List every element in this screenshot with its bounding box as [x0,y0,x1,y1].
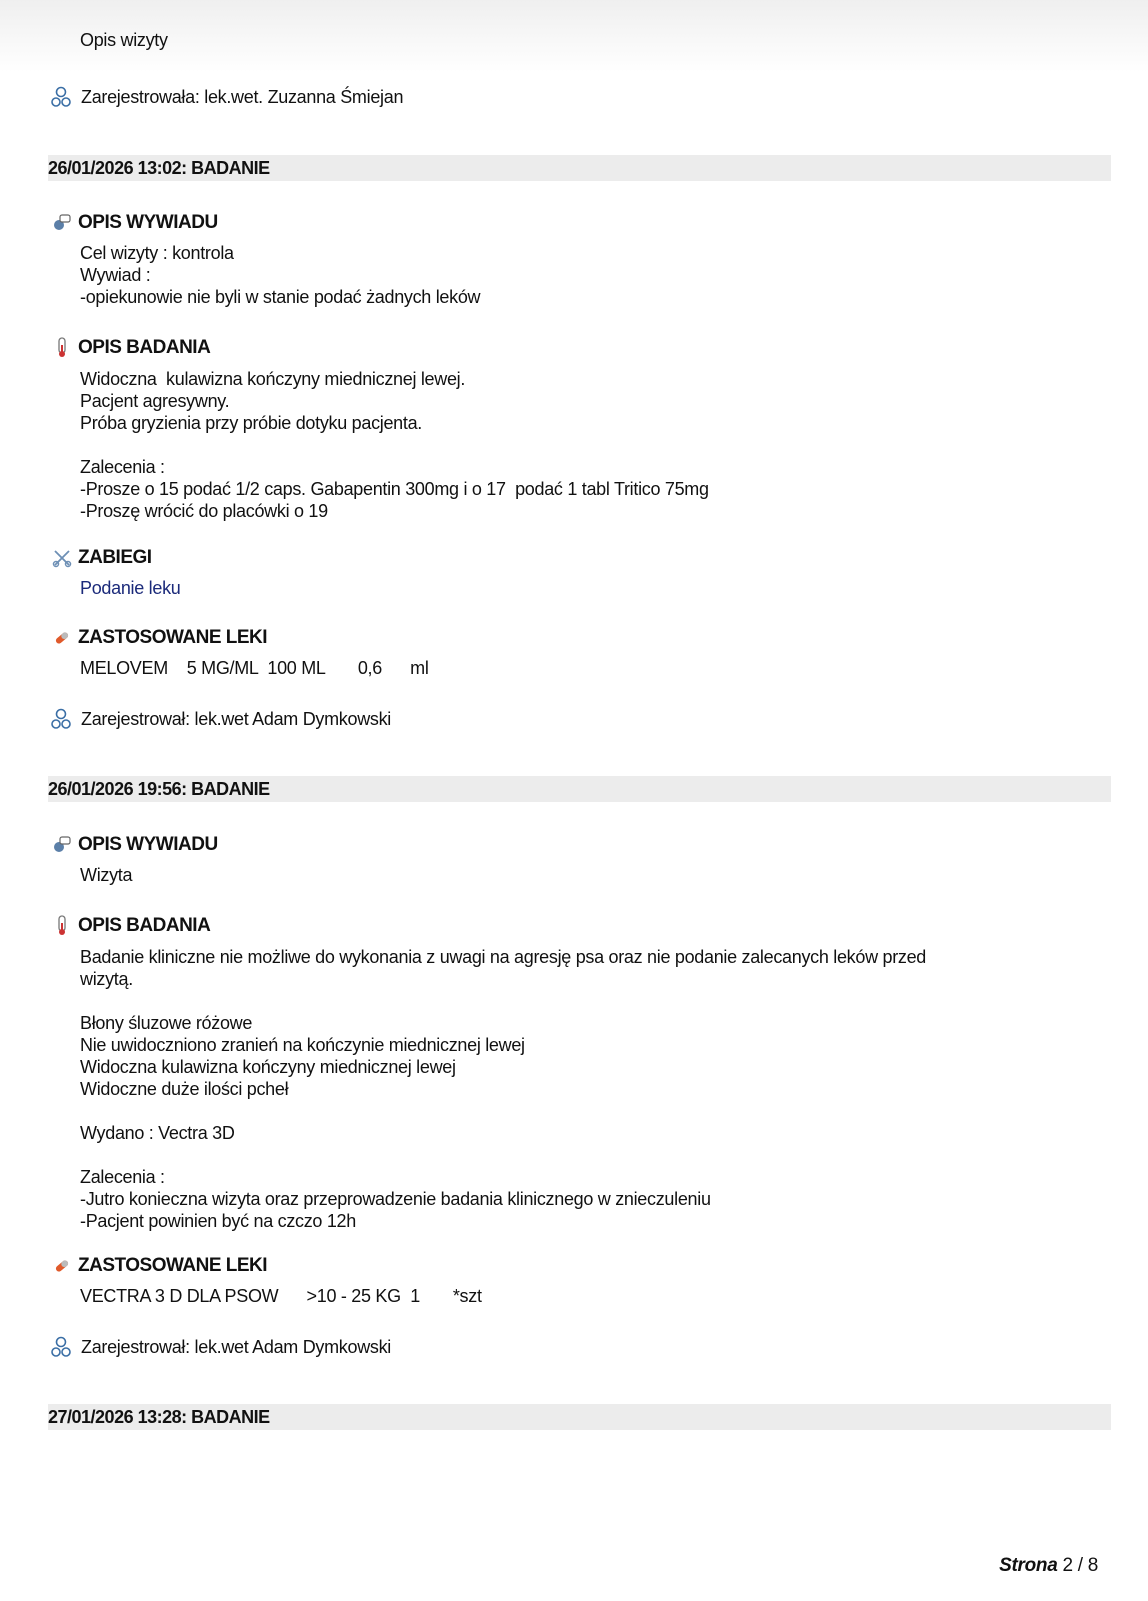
top-shadow [0,0,1148,72]
interview-icon [52,213,72,233]
text-line: wizytą. [80,969,133,989]
interview-icon [52,835,72,855]
text-line [80,1144,926,1166]
section-title: OPIS BADANIA [78,337,211,358]
text-line: Zalecenia : [80,457,165,477]
text-line: Pacjent agresywny. [80,391,230,411]
text-line: Widoczne duże ilości pcheł [80,1079,289,1099]
text-line: Wydano : Vectra 3D [80,1123,235,1143]
text-line: -Jutro konieczna wizyta oraz przeprowadzenie badania klinicznego w znieczuleniu [80,1189,711,1209]
text-line: Błony śluzowe różowe [80,1013,253,1033]
text-line: Badanie kliniczne nie możliwe do wykonania z uwagi na agresję psa oraz nie podanie zalecanych leków przed [80,947,927,967]
text-line [80,1100,926,1122]
interview-text [80,242,480,308]
exam-section-header [52,915,210,937]
entry-header: 27/01/2026 13:28: BADANIE [48,1404,1111,1430]
scissors-icon [52,548,72,568]
entry-header: 26/01/2026 13:02: BADANIE [48,155,1111,181]
text-line [80,434,709,456]
page-label: Strona [999,1555,1058,1576]
entry-header: 26/01/2026 19:56: BADANIE [48,776,1111,802]
text-line: -opiekunowie nie byli w stanie podać żadnych leków [80,287,481,307]
page-current: 2 [1062,1555,1073,1576]
user-icon [50,86,72,108]
visit-description-label: Opis wizyty [80,30,168,50]
interview-section-header [52,834,218,856]
text-line: Wizyta [80,865,133,885]
section-title: OPIS WYWIADU [78,212,218,233]
exam-text [80,946,926,1232]
section-title: ZASTOSOWANE LEKI [78,1255,268,1276]
registration-info [50,86,403,108]
registration-info [50,708,391,730]
text-line: -Proszę wrócić do placówki o 19 [80,501,328,521]
procedure-item: Podanie leku [80,578,181,598]
drugs-section-header [52,627,267,649]
text-line: Próba gryzienia przy próbie dotyku pacjenta. [80,413,423,433]
text-line: Zalecenia : [80,1167,165,1187]
registered-by-text: Zarejestrował: lek.wet Adam Dymkowski [81,1336,391,1357]
drug-line: MELOVEM 5 MG/ML 100 ML 0,6 ml [80,658,429,678]
text-line: Cel wizyty : kontrola [80,243,234,263]
exam-text [80,368,709,522]
procedures-section-header [52,547,152,569]
user-icon [50,1336,72,1358]
page-indicator [999,1555,1098,1577]
pill-icon [52,1256,72,1276]
user-icon [50,708,72,730]
text-line: Widoczna kulawizna kończyny miednicznej lewej [80,1057,456,1077]
text-line: Wywiad : [80,265,151,285]
section-title: ZABIEGI [78,547,152,568]
registered-by-text: Zarejestrowała: lek.wet. Zuzanna Śmiejan [81,86,404,107]
thermometer-icon [52,915,72,937]
page-separator: / [1077,1555,1083,1576]
section-title: ZASTOSOWANE LEKI [78,627,268,648]
text-line: -Prosze o 15 podać 1/2 caps. Gabapentin 300mg i o 17 podać 1 tabl Tritico 75mg [80,479,709,499]
thermometer-icon [52,337,72,359]
registered-by-text: Zarejestrował: lek.wet Adam Dymkowski [81,708,391,729]
text-line [80,990,926,1012]
page-total: 8 [1087,1555,1098,1576]
registration-info [50,1336,391,1358]
text-line: Widoczna kulawizna kończyny miednicznej lewej. [80,369,466,389]
section-title: OPIS BADANIA [78,915,211,936]
pill-icon [52,628,72,648]
text-line: Nie uwidoczniono zranień na kończynie miednicznej lewej [80,1035,525,1055]
section-title: OPIS WYWIADU [78,834,218,855]
drug-line: VECTRA 3 D DLA PSOW >10 - 25 KG 1 *szt [80,1286,482,1306]
exam-section-header [52,337,210,359]
interview-section-header [52,212,218,234]
text-line: -Pacjent powinien być na czczo 12h [80,1211,356,1231]
drugs-section-header [52,1255,267,1277]
